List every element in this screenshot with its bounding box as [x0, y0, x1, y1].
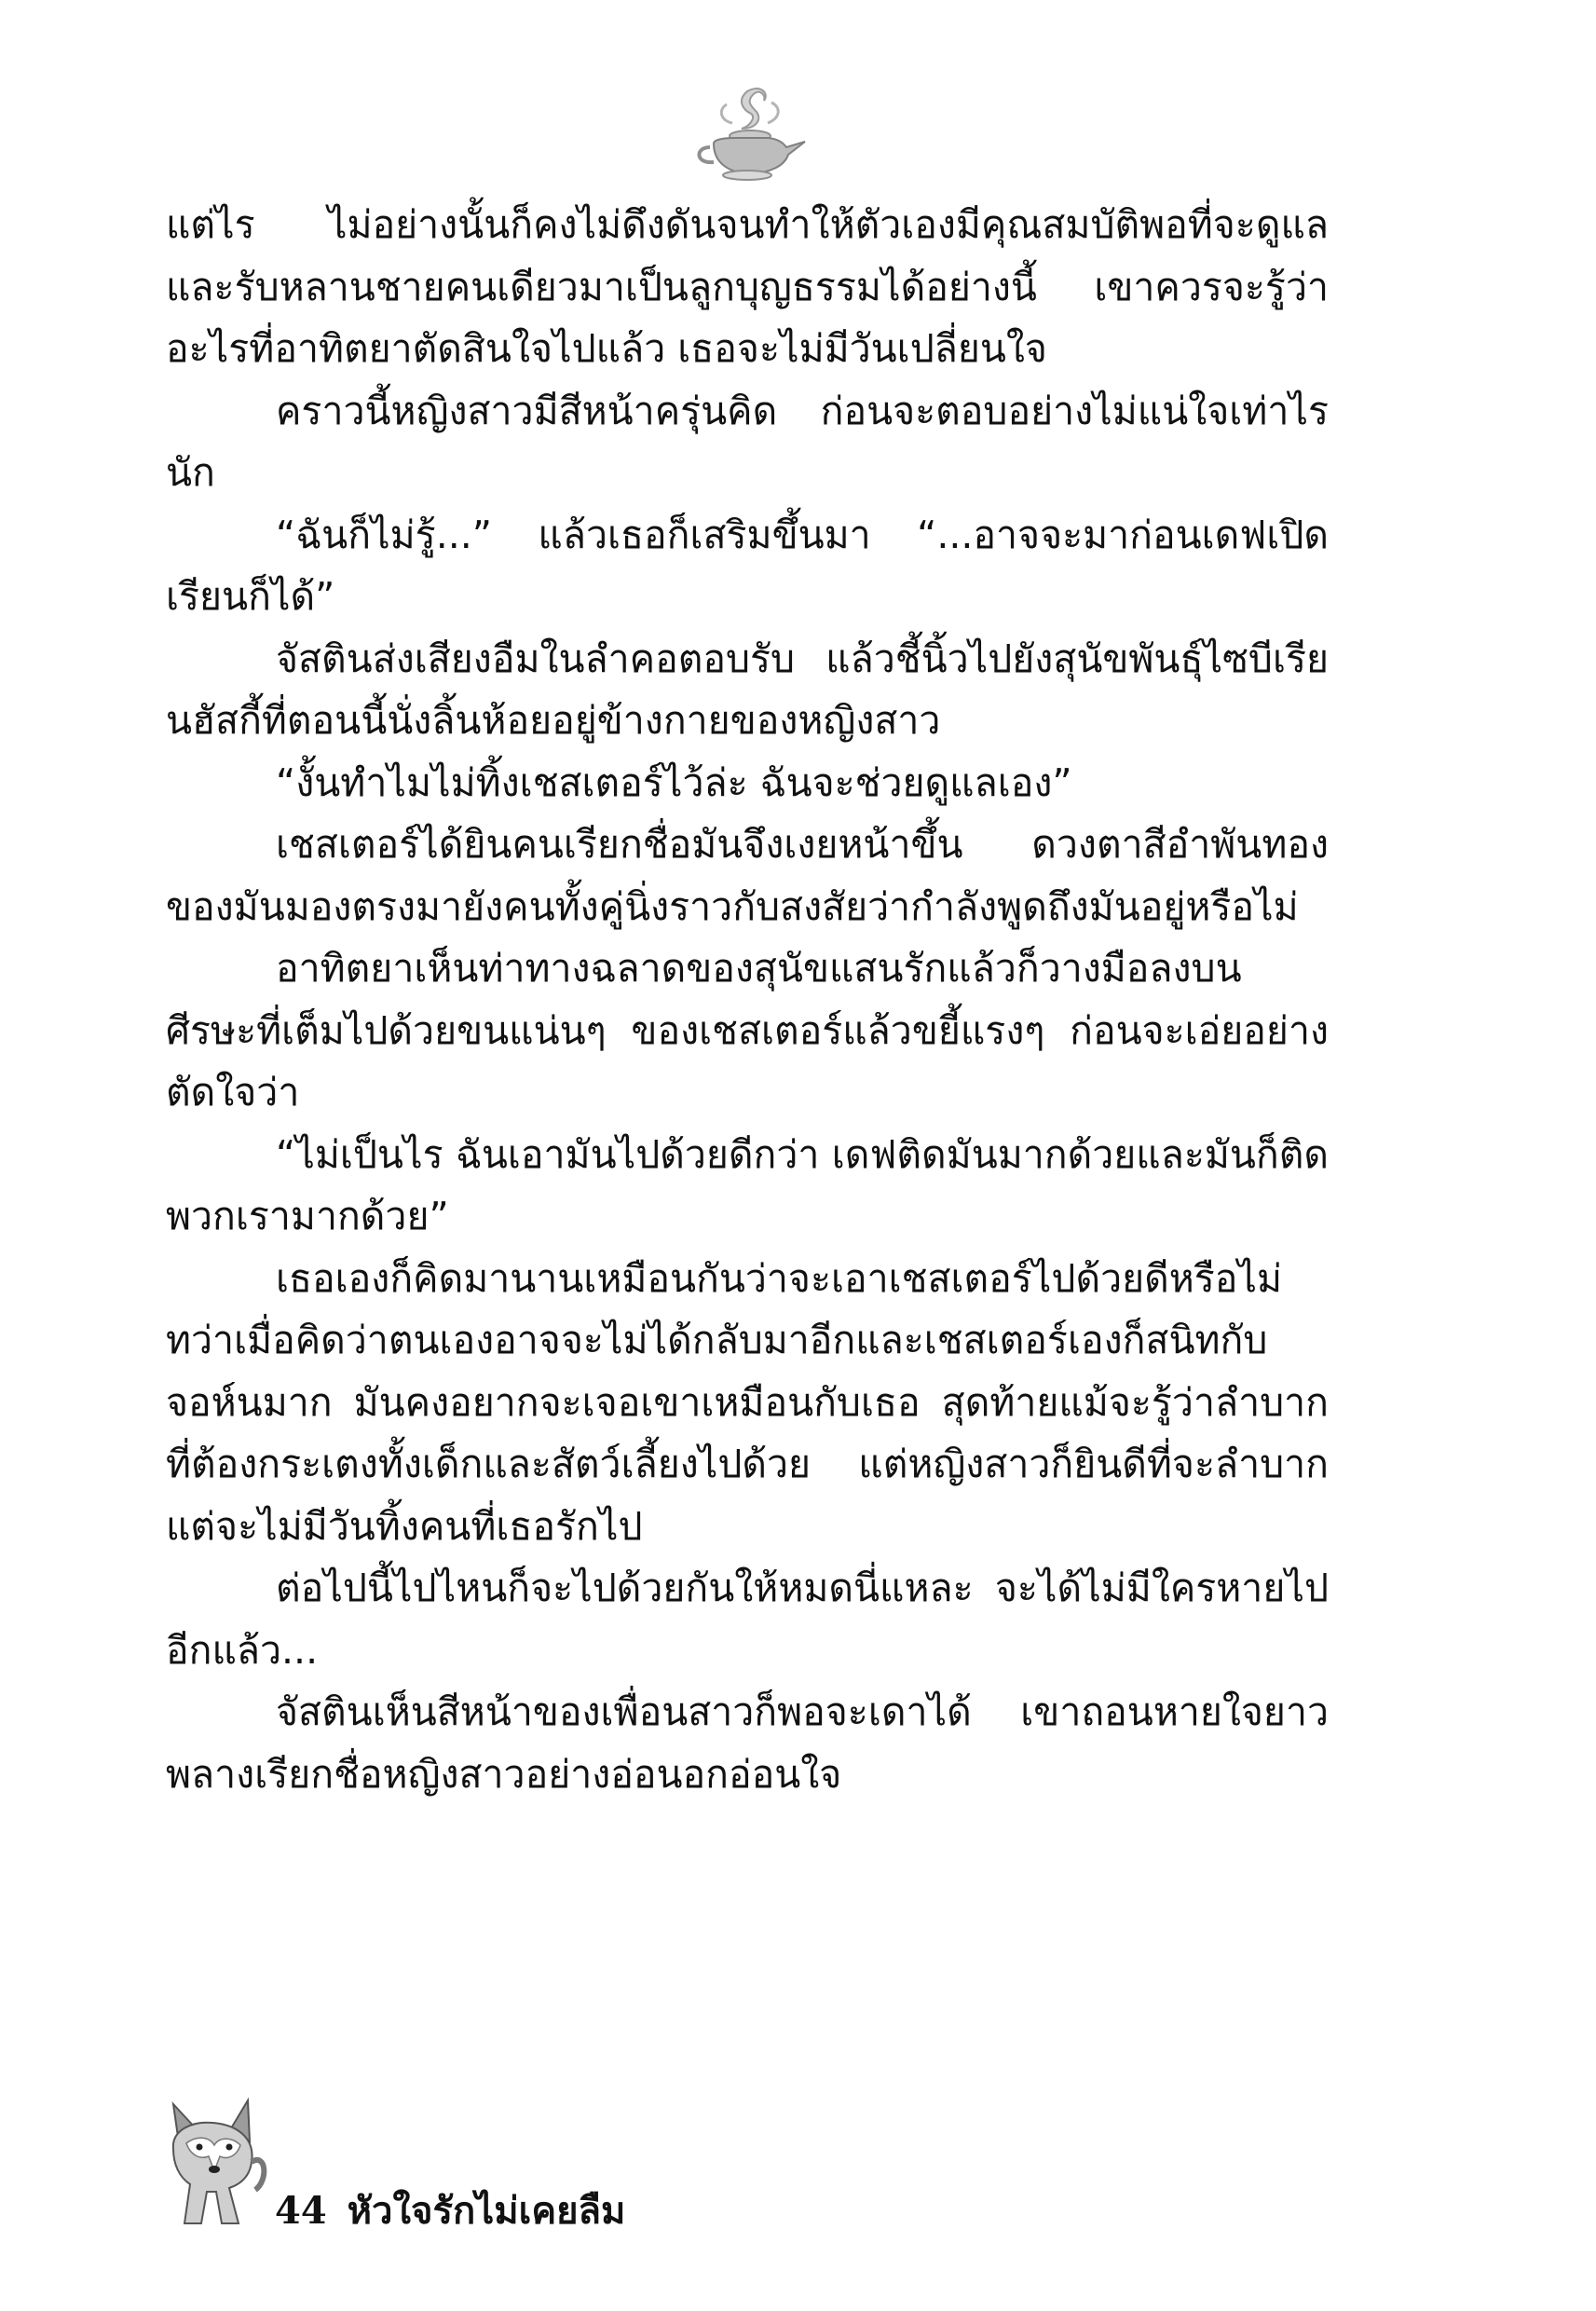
- page-number: 44: [275, 2189, 327, 2233]
- paragraph: “ฉันก็ไม่รู้...” แล้วเธอก็เสริมขึ้นมา “...อาจจะมาก่อนเดฟเปิดเรียนก็ได้”: [166, 512, 1329, 619]
- paragraph: “ไม่เป็นไร ฉันเอามันไปด้วยดีกว่า เดฟติดมันมากด้วยและมันก็ติดพวกเรามากด้วย”: [166, 1131, 1329, 1238]
- husky-dog-illustration-icon: [158, 2087, 270, 2227]
- page-footer: [158, 2087, 811, 2255]
- paragraph: อาทิตยาเห็นท่าทางฉลาดของสุนัขแสนรักแล้วก็วางมือลงบนศีรษะที่เต็มไปด้วยขนแน่นๆ ของเชสเตอร์แล้วขยี้แรงๆ ก่อนจะเอ่ยอย่างตัดใจว่า: [166, 946, 1329, 1114]
- genie-lamp-ornament-icon: [689, 82, 811, 185]
- footer-label: [275, 2181, 625, 2240]
- paragraph: เธอเองก็คิดมานานเหมือนกันว่าจะเอาเชสเตอร์ไปด้วยดีหรือไม่ ทว่าเมื่อคิดว่าตนเองอาจจะไม่ได้กลับมาอีกและเชสเตอร์เองก็สนิทกับจอห์นมาก มันคงอยากจะเจอเขาเหมือนกับเธอ สุดท้ายแม้จะรู้ว่าลำบากที่ต้องกระเตงทั้งเด็กและสัตว์เลี้ยงไปด้วย แต่หญิงสาวก็ยินดีที่จะลำบาก แต่จะไม่มีวันทิ้งคนที่เธอรักไป: [166, 1255, 1329, 1549]
- paragraph: คราวนี้หญิงสาวมีสีหน้าครุ่นคิด ก่อนจะตอบอย่างไม่แน่ใจเท่าไรนัก: [166, 388, 1329, 495]
- paragraph: ต่อไปนี้ไปไหนก็จะไปด้วยกันให้หมดนี่แหละ จะได้ไม่มีใครหายไปอีกแล้ว...: [166, 1566, 1329, 1673]
- paragraph: “งั้นทำไมไม่ทิ้งเชสเตอร์ไว้ล่ะ ฉันจะช่วยดูแลเอง”: [276, 759, 1072, 805]
- paragraph: แต่ไร ไม่อย่างนั้นก็คงไม่ดึงดันจนทำให้ตัวเองมีคุณสมบัติพอที่จะดูแลและรับหลานชายคนเดียวมาเป็นลูกบุญธรรมได้อย่างนี้ เขาควรจะรู้ว่าอะไรที่อาทิตยาตัดสินใจไปแล้ว เธอจะไม่มีวันเปลี่ยนใจ: [166, 202, 1329, 371]
- body-text: [166, 194, 1329, 1805]
- book-title: หัวใจรักไม่เคยลืม: [347, 2189, 626, 2233]
- paragraph: เชสเตอร์ได้ยินคนเรียกชื่อมันจึงเงยหน้าขึ้น ดวงตาสีอำพันทองของมันมองตรงมายังคนทั้งคู่นิ่งราวกับสงสัยว่ากำลังพูดถึงมันอยู่หรือไม่: [166, 822, 1329, 929]
- paragraph: จัสตินเห็นสีหน้าของเพื่อนสาวก็พอจะเดาได้ เขาถอนหายใจยาวพลางเรียกชื่อหญิงสาวอย่างอ่อนอกอ่อนใจ: [166, 1689, 1329, 1797]
- paragraph: จัสตินส่งเสียงอืมในลำคอตอบรับ แล้วชี้นิ้วไปยังสุนัขพันธุ์ไซบีเรียนฮัสกี้ที่ตอนนี้นั่งลิ้นห้อยอยู่ข้างกายของหญิงสาว: [166, 636, 1329, 743]
